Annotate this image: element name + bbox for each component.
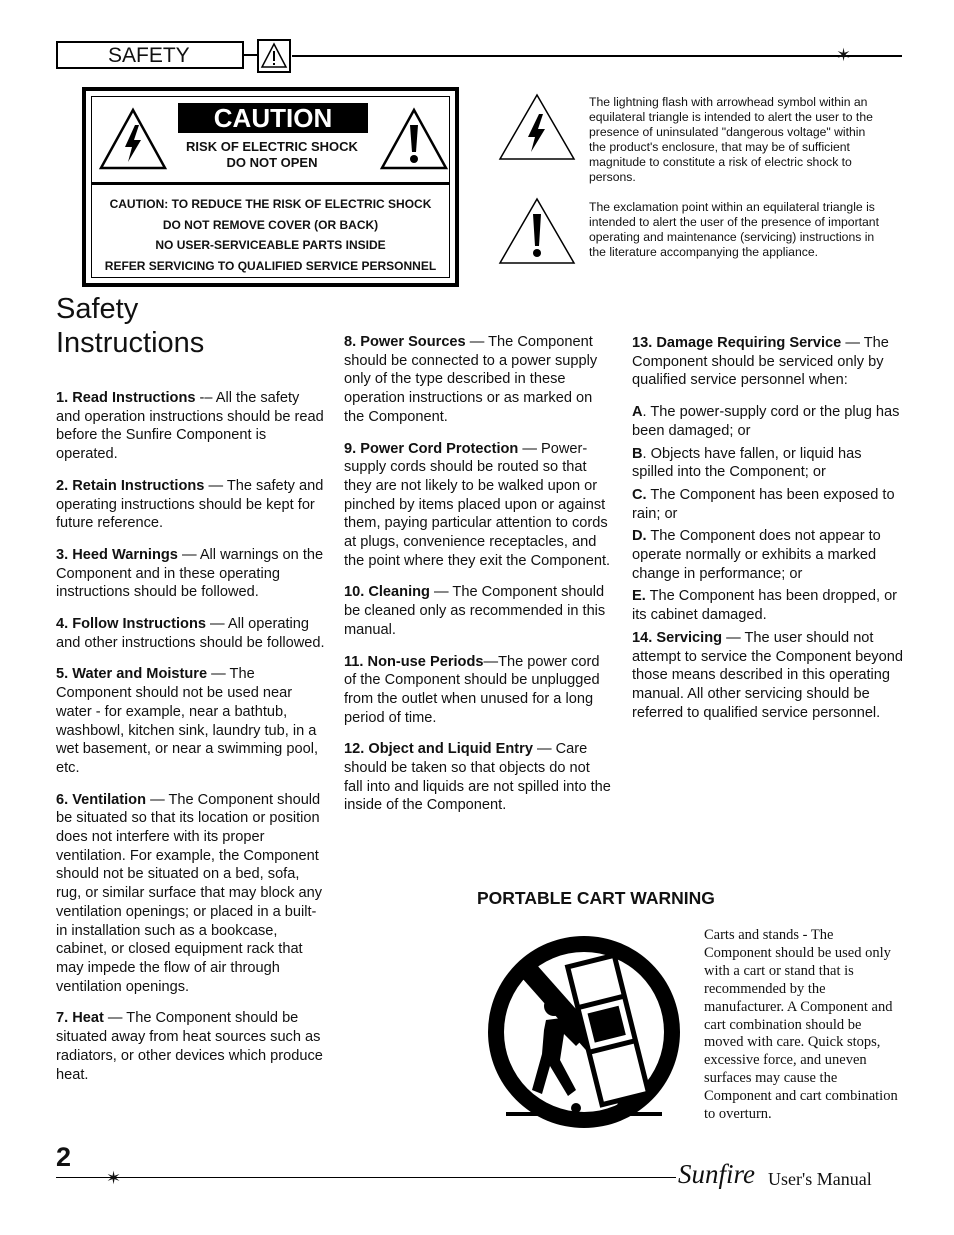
instruction-item (56, 1009, 326, 1084)
header-star-icon: ✶ (836, 45, 852, 65)
condition-text: The Component does not appear to operate normally or exhibits a marked change in performance; or (632, 528, 881, 582)
lightning-triangle-icon (98, 107, 168, 171)
caution-line: DO NOT REMOVE COVER (OR BACK) (162, 217, 379, 232)
caution-subtitle (172, 139, 372, 171)
damage-condition (632, 445, 904, 482)
damage-condition (632, 587, 904, 624)
page-title (56, 292, 316, 360)
condition-letter: A (632, 404, 643, 421)
instruction-item (344, 440, 612, 571)
exclamation-explanation: The exclamation point within an equilateral triangle is intended to alert the user of the presence of important operating and maintenance (servicing) instructions in the literature accompanying the appliance. (589, 200, 879, 259)
exclamation-triangle-icon (497, 196, 577, 266)
caution-subtitle-line1: RISK OF ELECTRIC SHOCK (186, 139, 358, 154)
footer-rule (56, 1177, 676, 1178)
page-title-line2: Instructions (56, 327, 205, 359)
instruction-body: —The power cord of the Component should be unplugged from the outlet when unused for a long period of time. (344, 653, 600, 726)
condition-letter: C. (632, 486, 647, 503)
damage-condition (632, 527, 904, 583)
instruction-body: -– All the safety and operation instructions should be read before the Sunfire Component is operated. (56, 390, 324, 463)
cart-warning-title: PORTABLE CART WARNING (477, 888, 715, 908)
section-label: SAFETY (56, 41, 244, 69)
instruction-heading: 10. Cleaning (344, 584, 430, 601)
instruction-body: — The user should not attempt to service the Component beyond those means described in this operating manual. All other servicing should be referred to qualified service personnel. (632, 629, 903, 721)
instruction-body: — The Component should not be used near water - for example, near a bathtub, washbowl, kitchen sink, laundry tub, in a wet basement, or near a swimming pool, etc. (56, 666, 318, 776)
condition-text: . The power-supply cord or the plug has been damaged; or (632, 404, 900, 439)
instruction-body: — Power-supply cords should be routed so that they are not likely to be walked upon or pinched by items placed upon or against them, paying particular attention to cords at plugs, convenience receptacles, and the point where they exit the Component. (344, 440, 611, 569)
caution-inner-frame (91, 96, 450, 278)
instruction-body: — All operating and other instructions should be followed. (56, 616, 325, 651)
lightning-triangle-icon (497, 92, 577, 162)
instruction-body: — All warnings on the Component and in these operating instructions should be followed. (56, 546, 324, 601)
instruction-item (344, 583, 612, 639)
instructions-column-3 (632, 334, 904, 735)
instructions-column-2 (344, 333, 612, 828)
instruction-body: — The Component should be situated away from heat sources such as radiators, or other devices which produce heat. (56, 1010, 323, 1083)
instruction-item (344, 653, 612, 728)
header-tick (244, 54, 258, 56)
instruction-item (344, 333, 612, 427)
caution-line: CAUTION: TO REDUCE THE RISK OF ELECTRIC SHOCK (109, 197, 432, 211)
page-title-line1: Safety (56, 293, 139, 325)
caution-instructions (92, 194, 449, 276)
instruction-body: — The Component should be situated so that its location or position does not interfere with its proper ventilation. For example, the Component should not be situated on a bed, sofa, rug, or similar surface that may block any ventilation openings; or placed in a built-in installation such as a bookcase, cabinet, or closed equipment rack that may impede the flow of air through ventilation openings. (56, 791, 323, 995)
instruction-item (344, 740, 612, 815)
instruction-body: — The Component should be serviced only by qualified service personnel when: (632, 335, 889, 389)
header-rule (292, 55, 902, 57)
instruction-heading: 5. Water and Moisture (56, 666, 208, 683)
condition-text: The Component has been dropped, or its cabinet damaged. (632, 588, 898, 624)
instruction-item (56, 665, 326, 777)
instruction-heading: 4. Follow Instructions (56, 616, 206, 633)
condition-text: The Component has been exposed to rain; or (632, 486, 895, 522)
instruction-item (56, 615, 326, 652)
exclamation-triangle-icon (379, 107, 449, 171)
instruction-item (56, 546, 326, 602)
instruction-item (632, 334, 904, 390)
tipping-cart-icon (484, 930, 684, 1135)
instruction-item (632, 629, 904, 723)
caution-label (82, 87, 459, 287)
instruction-heading: 13. Damage Requiring Service (632, 335, 842, 351)
instruction-heading: 14. Servicing (632, 629, 723, 646)
instruction-body: — Care should be taken so that objects do not fall into and liquids are not spilled into the inside of the Component. (344, 741, 611, 814)
instruction-heading: 3. Heed Warnings (56, 546, 178, 563)
instruction-body: — The safety and operating instructions should be kept for future reference. (56, 477, 324, 532)
instruction-heading: 9. Power Cord Protection (344, 440, 519, 457)
caution-subtitle-line2: DO NOT OPEN (226, 155, 318, 170)
caution-divider (92, 182, 449, 185)
damage-condition (632, 403, 904, 440)
damage-condition (632, 486, 904, 523)
instruction-item (56, 791, 326, 997)
instruction-body: — The Component should be cleaned only as recommended in this manual. (344, 584, 606, 638)
page-number: 2 (56, 1142, 72, 1172)
instruction-body: — The Component should be connected to a power supply only of the type described in these operation instructions or as marked on the Component. (344, 334, 598, 425)
instruction-heading: 8. Power Sources (344, 334, 466, 350)
warning-triangle-icon (257, 39, 291, 73)
footer-star-icon: ✶ (106, 1168, 122, 1188)
cart-warning-text: Carts and stands - The Component should be used only with a cart or stand that is recommended by the manufacturer. A Component and cart combination should be moved with care. Quick stops, excessive force, and uneven surfaces may cause the Component and cart combination to overturn. (704, 927, 898, 1123)
condition-letter: B (632, 445, 643, 462)
caution-title: CAUTION (178, 103, 368, 133)
condition-letter: E. (632, 588, 646, 605)
lightning-explanation: The lightning flash with arrowhead symbol within an equilateral triangle is intended to alert the user to the presence of uninsulated "dangerous voltage" within the product's enclosure, that may be of sufficient magnitude to constitute a risk of electric shock to persons. (589, 95, 873, 184)
instruction-heading: 2. Retain Instructions (56, 477, 205, 494)
instruction-heading: 6. Ventilation (56, 791, 147, 808)
caution-line: NO USER-SERVICEABLE PARTS INSIDE (155, 238, 386, 252)
condition-text: . Objects have fallen, or liquid has spilled into the Component; or (632, 445, 862, 481)
brand-logo: Sunfire (678, 1159, 755, 1189)
manual-label: User's Manual (768, 1169, 872, 1189)
instruction-heading: 7. Heat (56, 1010, 104, 1027)
instruction-heading: 1. Read Instructions (56, 390, 196, 406)
condition-letter: D. (632, 528, 647, 545)
instruction-item (56, 389, 326, 464)
instruction-item (56, 477, 326, 533)
caution-line: REFER SERVICING TO QUALIFIED SERVICE PERSONNEL (104, 258, 437, 273)
instruction-heading: 11. Non-use Periods (344, 653, 484, 670)
instruction-heading: 12. Object and Liquid Entry (344, 741, 533, 758)
instructions-column-1 (56, 389, 326, 1097)
